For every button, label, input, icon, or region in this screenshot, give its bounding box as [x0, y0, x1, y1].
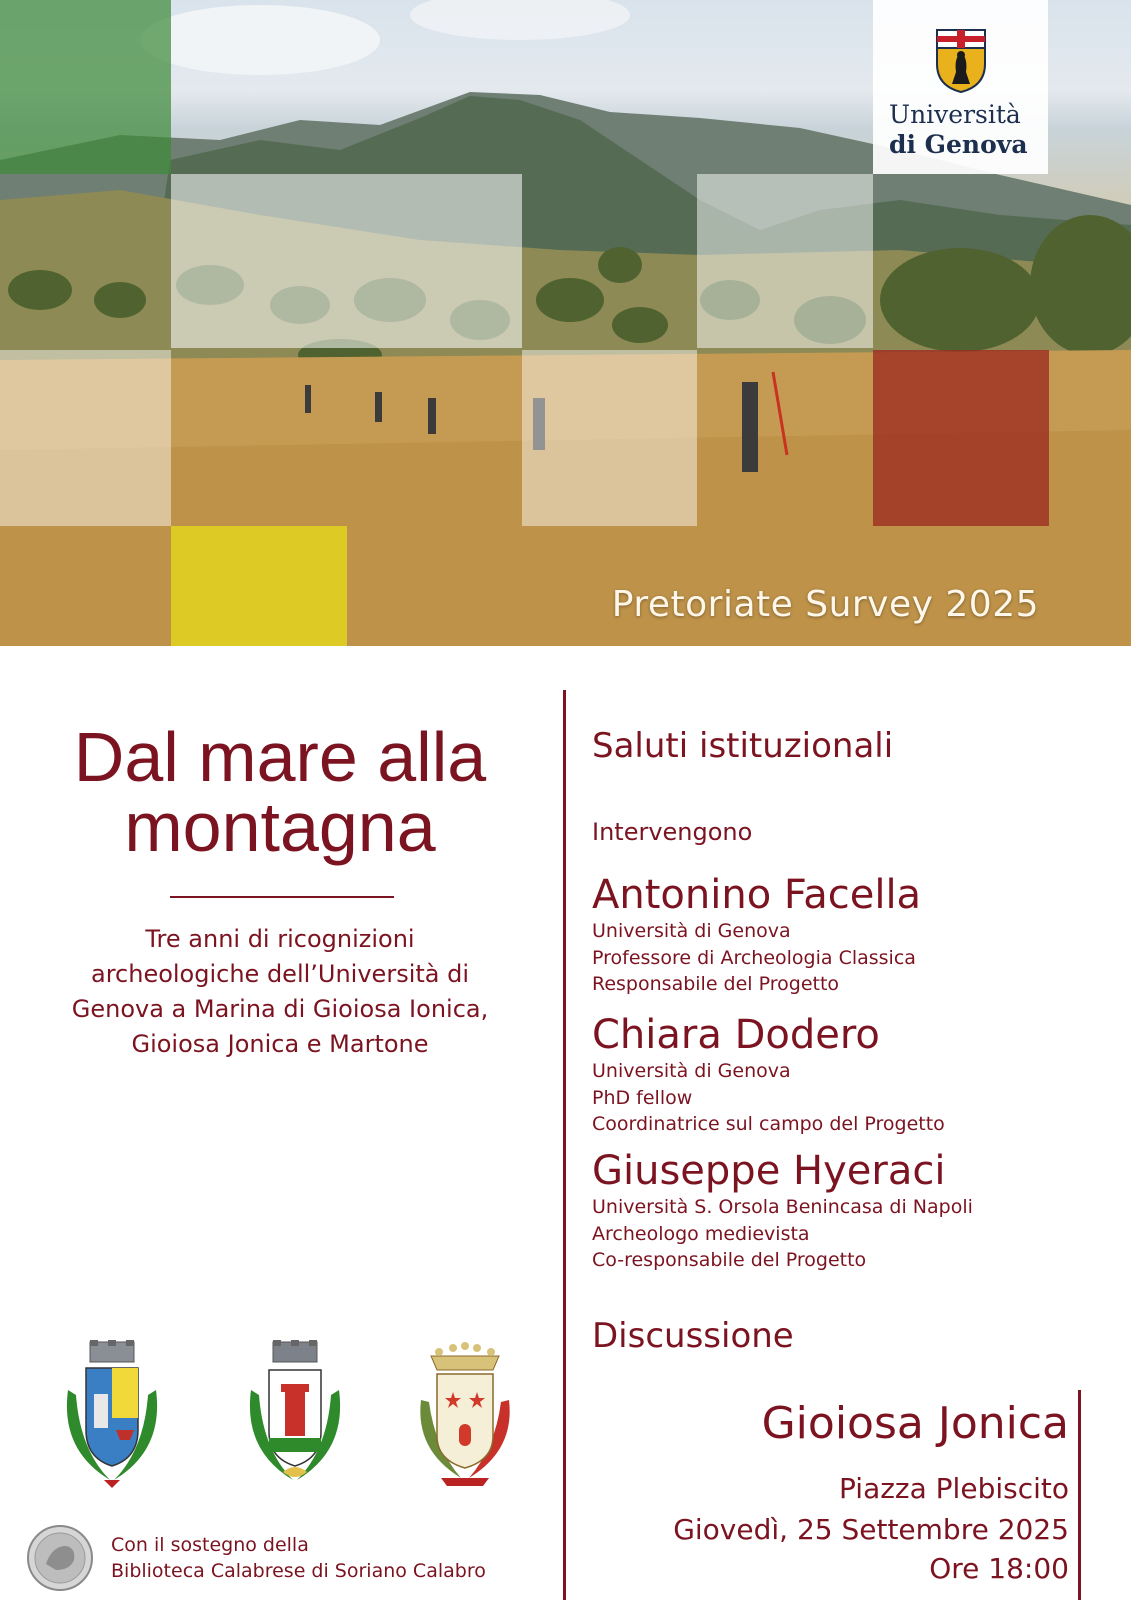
- white-tile: [522, 350, 697, 526]
- speaker-affiliation: Università di Genova: [592, 920, 791, 942]
- speaker-role: Professore di Archeologia Classica: [592, 946, 916, 969]
- university-of-genoa-crest-icon: [935, 28, 987, 94]
- speaker-facella: [592, 872, 921, 998]
- red-tile: [873, 350, 1049, 526]
- event-title-line2: montagna: [124, 788, 436, 866]
- event-date: Giovedì, 25 Settembre 2025: [673, 1513, 1069, 1546]
- discussion-heading: Discussione: [592, 1316, 794, 1356]
- speaker-role: Co-responsabile del Progetto: [592, 1249, 867, 1271]
- event-title: [30, 718, 530, 866]
- biblioteca-coin-logo-icon: [26, 1524, 94, 1592]
- university-logo: [873, 0, 1048, 174]
- municipal-crest-icon: [413, 1340, 517, 1490]
- sponsor-text: [111, 1532, 486, 1584]
- greetings-heading: Saluti istituzionali: [592, 726, 894, 766]
- event-title-line1: Dal mare alla: [73, 718, 487, 796]
- sponsor-block: [26, 1522, 496, 1586]
- speaker-role: PhD fellow: [592, 1086, 693, 1109]
- speaker-role: Archeologo medievista: [592, 1222, 810, 1245]
- title-divider: [170, 896, 394, 898]
- venue-place: Piazza Plebiscito: [839, 1472, 1069, 1505]
- municipal-crest-icon: [243, 1340, 347, 1490]
- speaker-role: Responsabile del Progetto: [592, 973, 840, 995]
- venue-divider: [1078, 1390, 1081, 1600]
- event-time: Ore 18:00: [929, 1552, 1069, 1585]
- event-subtitle: [30, 922, 530, 1062]
- speaker-name: Antonino Facella: [592, 872, 922, 918]
- speaker-name: Giuseppe Hyeraci: [592, 1148, 946, 1194]
- municipal-crest-icon: [60, 1340, 164, 1490]
- university-name-line2: di Genova: [889, 130, 1028, 159]
- speaker-dodero: [592, 1012, 945, 1138]
- subtitle-line: archeologiche dell’Università di: [90, 960, 470, 988]
- green-tile: [0, 0, 171, 174]
- white-tile: [697, 174, 873, 348]
- speaker-affiliation: Università di Genova: [592, 1060, 791, 1082]
- speaker-hyeraci: [592, 1148, 973, 1274]
- white-tile: [171, 174, 522, 348]
- column-divider: [563, 690, 566, 1600]
- speaker-affiliation: Università S. Orsola Benincasa di Napoli: [592, 1196, 973, 1218]
- hero-photo: [0, 0, 1131, 646]
- speakers-heading: Intervengono: [592, 818, 753, 846]
- subtitle-line: Gioiosa Jonica e Martone: [131, 1030, 429, 1058]
- white-tile: [0, 350, 171, 526]
- university-name-line1: Università: [889, 100, 1021, 129]
- survey-caption: Pretoriate Survey 2025: [611, 584, 1039, 625]
- venue-city: Gioiosa Jonica: [761, 1398, 1069, 1449]
- subtitle-line: Genova a Marina di Gioiosa Ionica,: [71, 995, 489, 1023]
- sponsor-line1: Con il sostegno della: [111, 1534, 309, 1556]
- speaker-name: Chiara Dodero: [592, 1012, 880, 1058]
- yellow-tile: [171, 526, 347, 646]
- speaker-role: Coordinatrice sul campo del Progetto: [592, 1113, 945, 1135]
- municipal-crests: [55, 1340, 535, 1500]
- sponsor-line2: Biblioteca Calabrese di Soriano Calabro: [111, 1560, 486, 1582]
- subtitle-line: Tre anni di ricognizioni: [145, 925, 415, 953]
